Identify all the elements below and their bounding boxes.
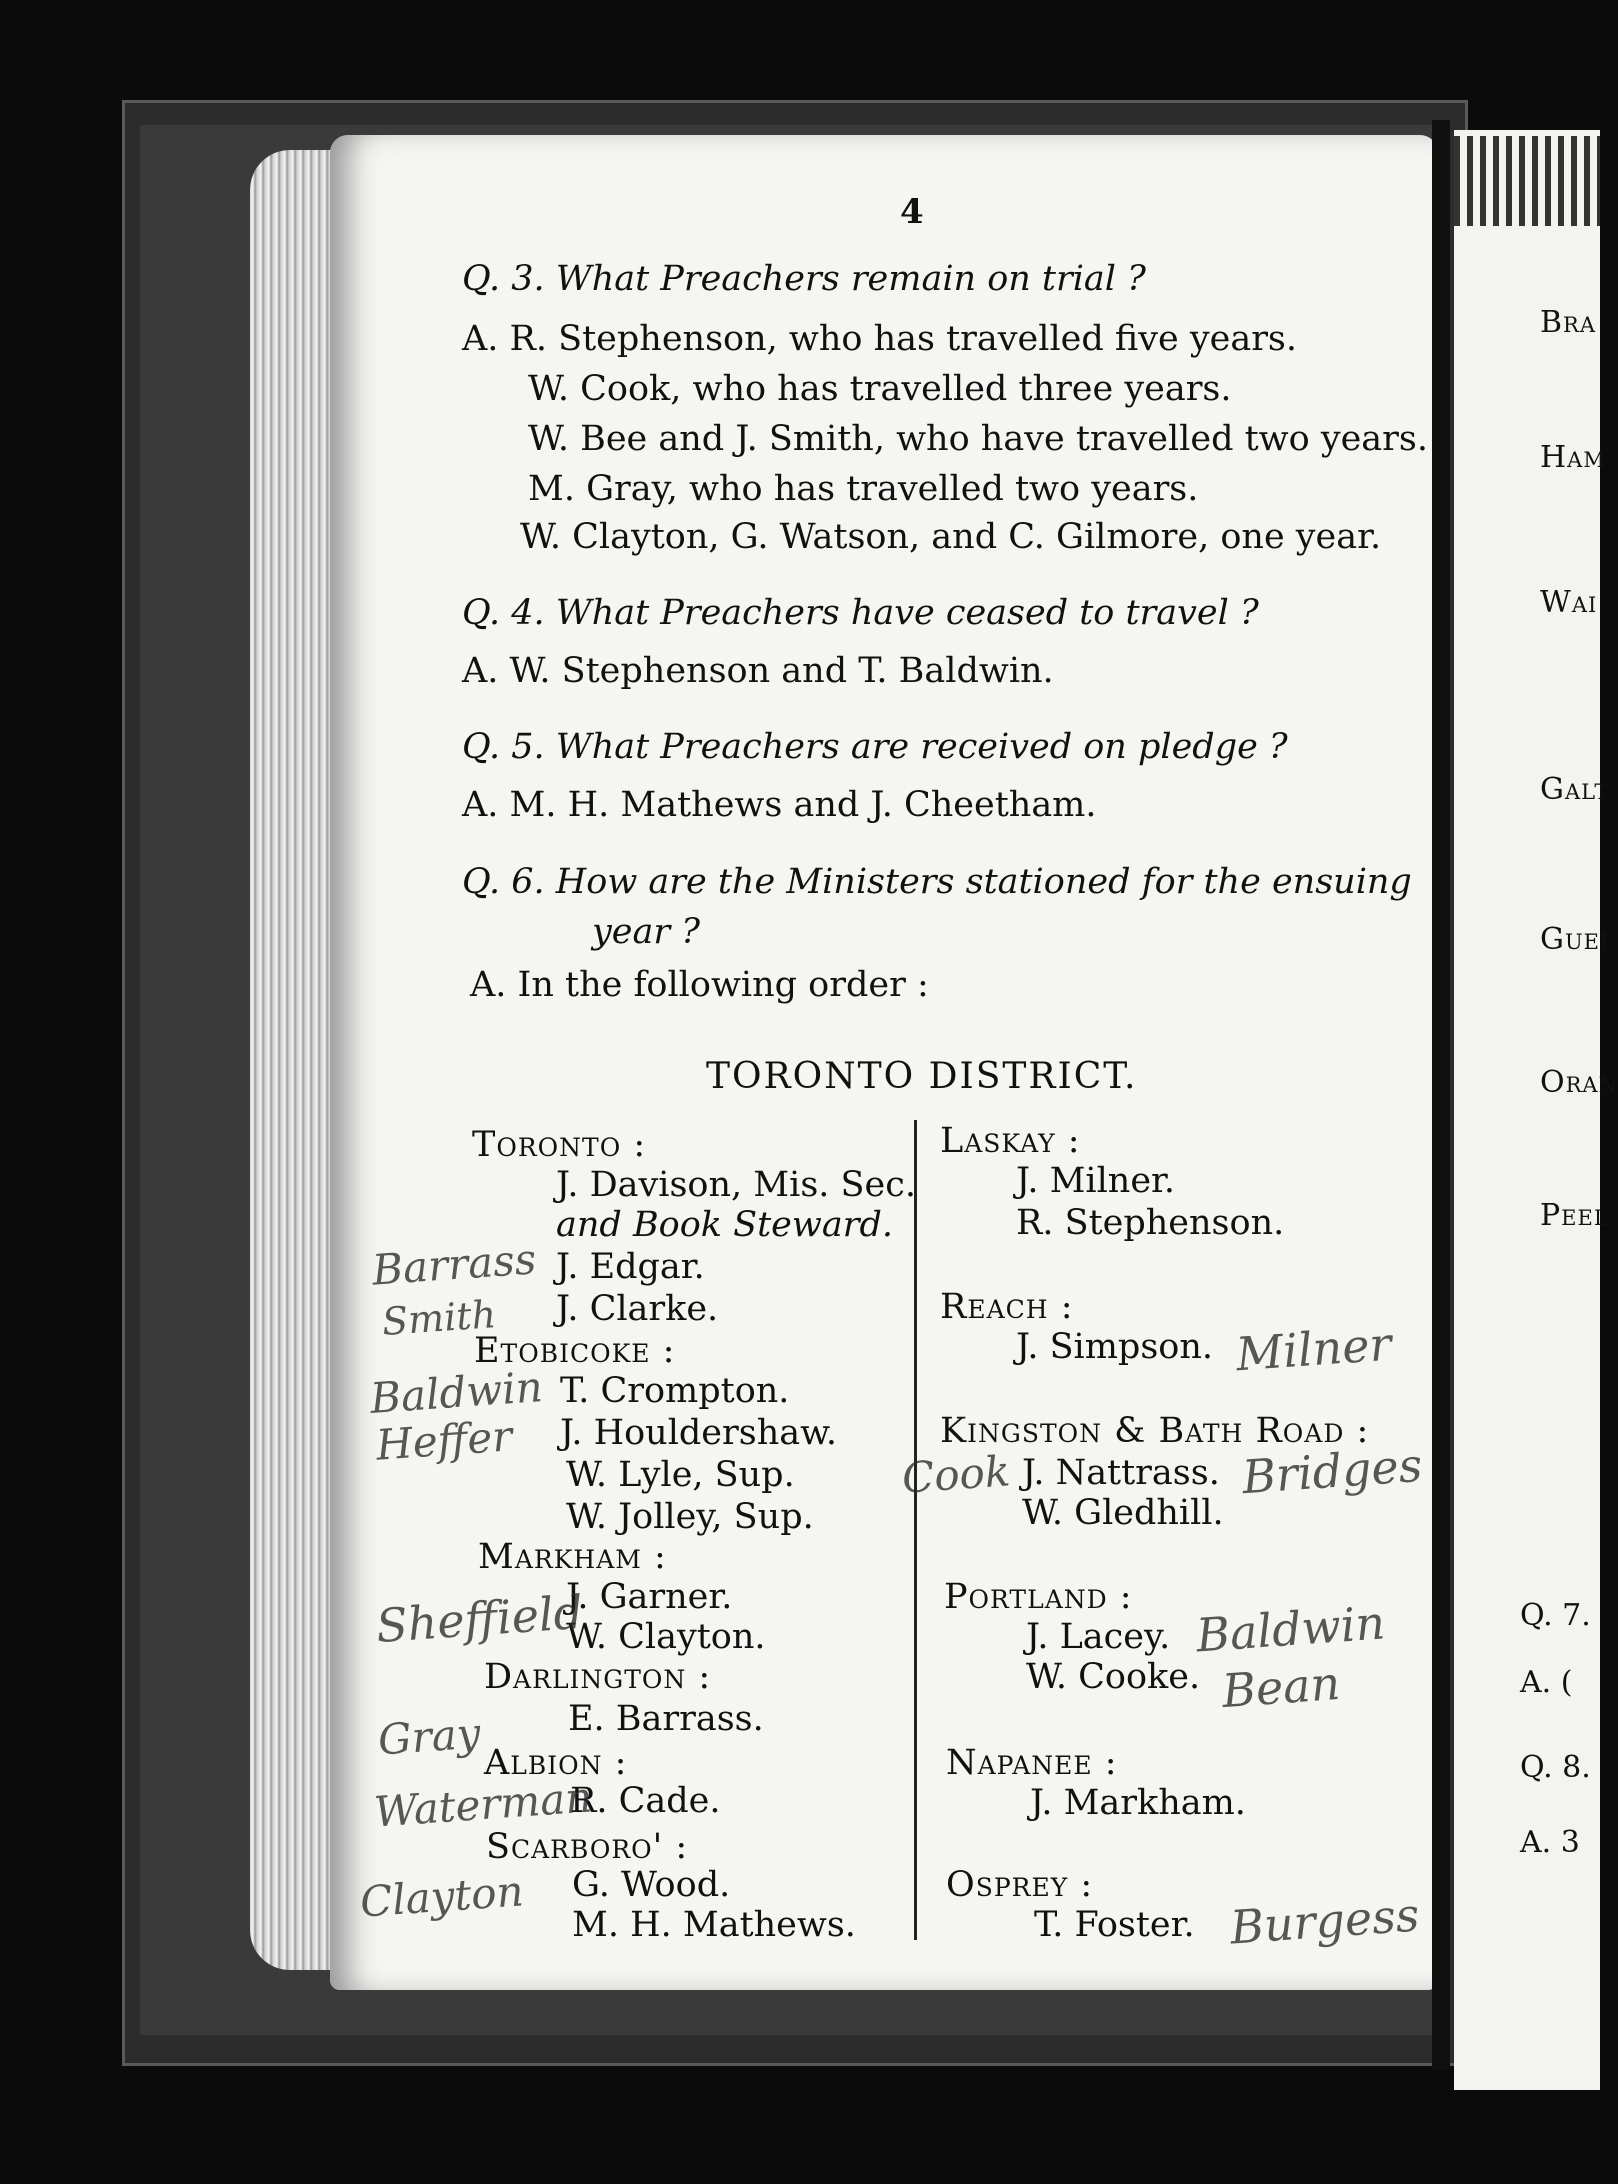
handwritten-note: Sheffield xyxy=(374,1584,585,1654)
facing-page xyxy=(1454,130,1618,2090)
station-heading: Kingston & Bath Road : xyxy=(940,1411,1370,1451)
answer-6: A. In the following order : xyxy=(470,965,929,1005)
handwritten-note: Heffer xyxy=(374,1411,514,1470)
handwritten-note: Milner xyxy=(1234,1316,1394,1382)
question-3: Q. 3. What Preachers remain on trial ? xyxy=(462,259,1146,299)
station-minister: J. Houldershaw. xyxy=(560,1413,838,1453)
handwritten-note: Cook xyxy=(900,1446,1012,1503)
question-6: Q. 6. How are the Ministers stationed for the ensuing xyxy=(462,862,1412,902)
answer-5: A. M. H. Mathews and J. Cheetham. xyxy=(462,785,1097,825)
handwritten-note: Smith xyxy=(380,1292,498,1344)
station-minister: J. Garner. xyxy=(566,1577,733,1617)
facing-footer: A. 3 xyxy=(1520,1825,1580,1860)
facing-entry: Bra xyxy=(1540,305,1597,340)
station-heading: Etobicoke : xyxy=(474,1331,676,1371)
facing-entry: Oran xyxy=(1540,1065,1618,1100)
station-minister: R. Cade. xyxy=(570,1781,721,1821)
district-heading: TORONTO DISTRICT. xyxy=(706,1056,1138,1097)
facing-footer: Q. 7. xyxy=(1520,1598,1591,1633)
station-minister: J. Davison, Mis. Sec. xyxy=(556,1165,916,1205)
station-heading: Osprey : xyxy=(946,1865,1094,1905)
facing-footer: A. ( xyxy=(1520,1665,1573,1700)
answer-3-line: W. Bee and J. Smith, who have travelled two years. xyxy=(528,419,1428,459)
station-heading: Napanee : xyxy=(946,1743,1118,1783)
station-heading: Scarboro' : xyxy=(486,1827,689,1867)
station-heading: Toronto : xyxy=(472,1125,647,1165)
handwritten-note: Clayton xyxy=(358,1866,526,1927)
answer-3-line: W. Clayton, G. Watson, and C. Gilmore, one year. xyxy=(520,517,1382,557)
answer-3-line: W. Cook, who has travelled three years. xyxy=(528,369,1232,409)
station-minister: J. Markham. xyxy=(1030,1783,1246,1823)
answer-3-line: A. R. Stephenson, who has travelled five years. xyxy=(462,319,1298,359)
station-minister: J. Simpson. xyxy=(1016,1327,1214,1367)
answer-4: A. W. Stephenson and T. Baldwin. xyxy=(462,651,1054,691)
handwritten-note: Bridges xyxy=(1240,1437,1424,1505)
station-minister: W. Lyle, Sup. xyxy=(566,1455,795,1495)
page-number: 4 xyxy=(900,192,924,232)
handwritten-note: Baldwin xyxy=(1194,1595,1387,1663)
facing-entry: Wai xyxy=(1540,585,1598,620)
station-minister: W. Gledhill. xyxy=(1022,1493,1224,1533)
book-gutter xyxy=(1432,120,1450,2070)
handwritten-note: Barrass xyxy=(370,1234,538,1295)
handwritten-note: Gray xyxy=(376,1708,482,1765)
station-minister: W. Cooke. xyxy=(1026,1657,1201,1697)
station-minister: R. Stephenson. xyxy=(1016,1203,1285,1243)
station-heading: Albion : xyxy=(484,1743,628,1783)
station-heading: Markham : xyxy=(478,1537,667,1577)
station-minister: W. Clayton. xyxy=(566,1617,766,1657)
station-minister: T. Foster. xyxy=(1034,1905,1195,1945)
facing-footer: Q. 8. xyxy=(1520,1750,1591,1785)
station-minister: J. Milner. xyxy=(1016,1161,1176,1201)
station-minister: W. Jolley, Sup. xyxy=(566,1497,814,1537)
station-heading: Darlington : xyxy=(484,1657,712,1697)
station-minister: G. Wood. xyxy=(572,1865,731,1905)
facing-entry: Galt xyxy=(1540,772,1610,807)
answer-3-line: M. Gray, who has travelled two years. xyxy=(528,469,1199,509)
column-divider xyxy=(914,1120,917,1940)
station-minister: J. Clarke. xyxy=(556,1289,719,1329)
station-minister: J. Nattrass. xyxy=(1022,1453,1220,1493)
station-heading: Portland : xyxy=(944,1577,1133,1617)
station-heading: Laskay : xyxy=(940,1121,1081,1161)
handwritten-note: Burgess xyxy=(1228,1887,1421,1955)
station-minister: E. Barrass. xyxy=(568,1699,764,1739)
facing-page-entries xyxy=(1454,130,1618,2090)
station-minister: J. Lacey. xyxy=(1026,1617,1171,1657)
station-heading: Reach : xyxy=(940,1287,1074,1327)
handwritten-note: Baldwin xyxy=(368,1362,545,1423)
facing-entry: Guei xyxy=(1540,922,1610,957)
question-4: Q. 4. What Preachers have ceased to travel ? xyxy=(462,593,1259,633)
question-5: Q. 5. What Preachers are received on pledge ? xyxy=(462,727,1288,767)
station-minister: M. H. Mathews. xyxy=(572,1905,856,1945)
handwritten-note: Waterman xyxy=(372,1772,594,1837)
facing-entry: Peel xyxy=(1540,1198,1609,1233)
facing-entry: Ham xyxy=(1540,440,1606,475)
station-minister: and Book Steward. xyxy=(556,1205,893,1245)
question-6-cont: year ? xyxy=(592,912,700,952)
station-minister: J. Edgar. xyxy=(556,1247,705,1287)
station-minister: T. Crompton. xyxy=(560,1371,790,1411)
handwritten-note: Bean xyxy=(1220,1655,1342,1719)
